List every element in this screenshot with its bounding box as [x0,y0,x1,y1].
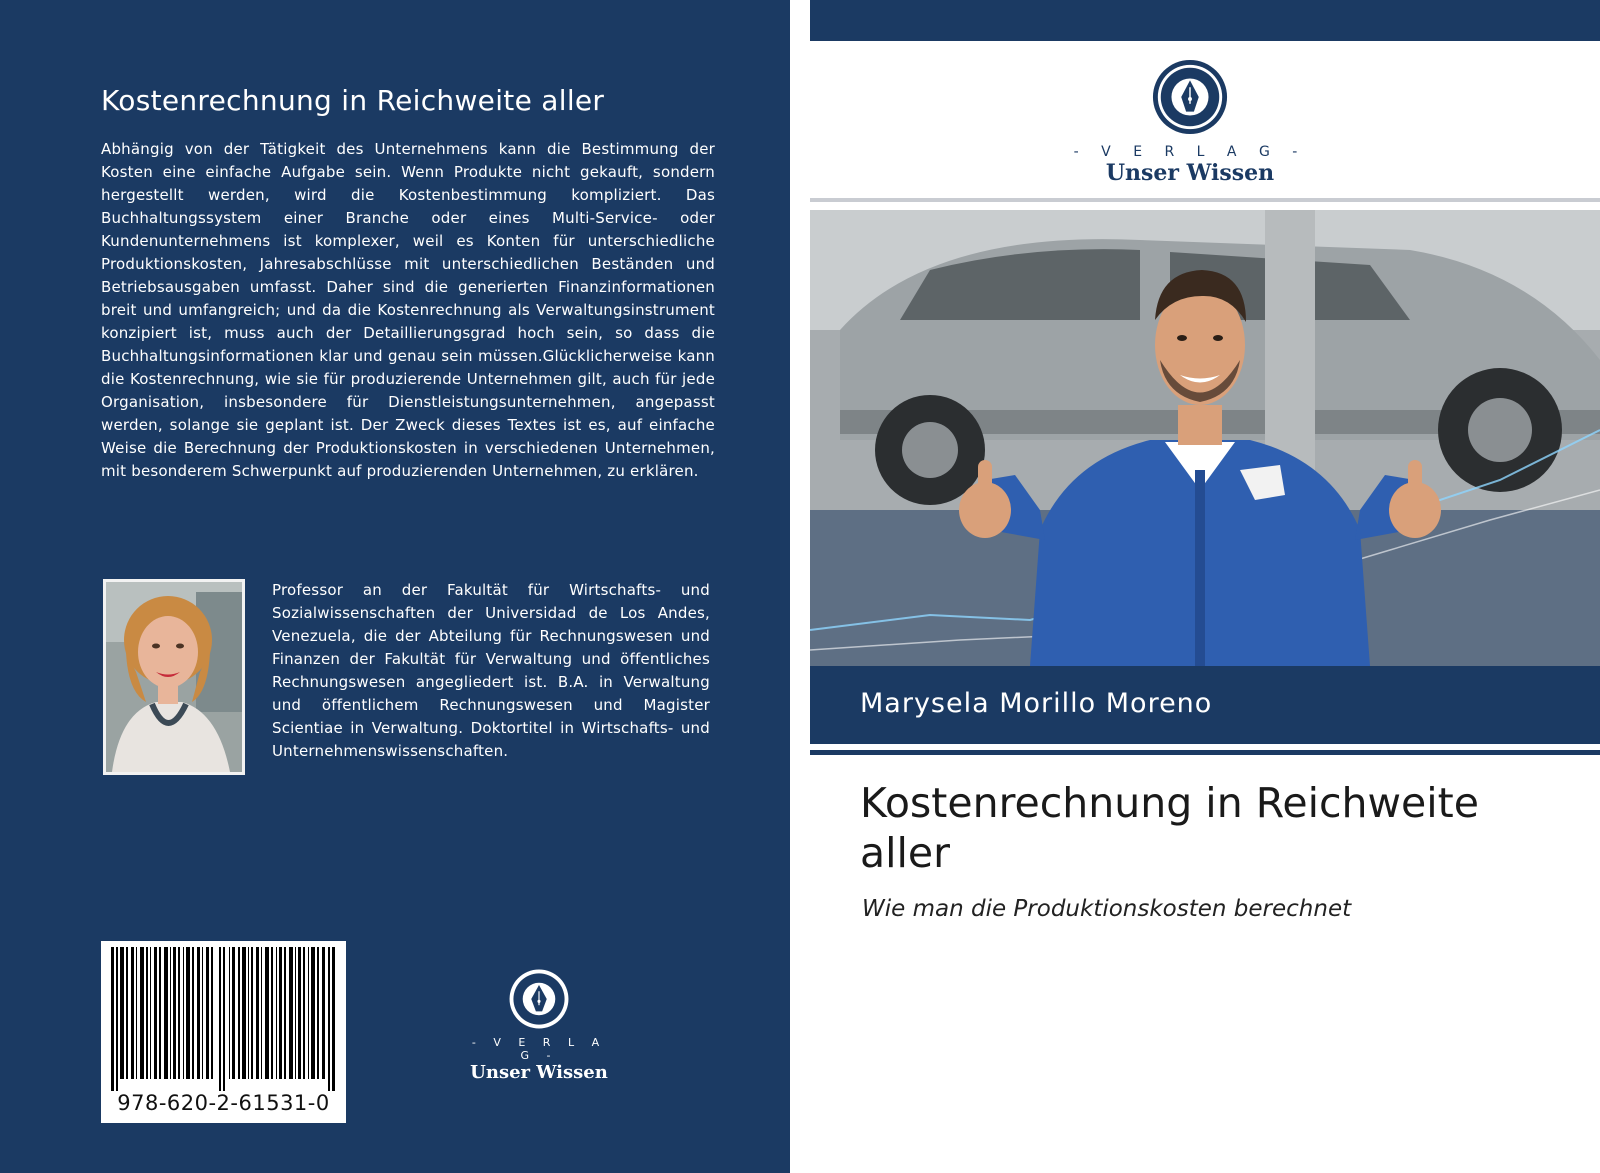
front-logo-verlag: - V E R L A G - [1073,144,1307,160]
publisher-seal-icon [508,968,570,1030]
author-bio: Professor an der Fakultät für Wirtschafts- und Sozialwissenschaften der Universidad de Los Andes, Venezuela, die der Abteilung für Rechnungswesen und Finanzen der Fakultät für Verwaltung und öffentliches Rechnungswesen angegliedert ist. B.A. in Verwaltung und öffentlichem Rechnungswesen und Magister Scientiae in Verwaltung. Doktortitel in Wirtschafts- und Unternehmenswissenschaften. [272,581,710,760]
cover-photo [810,210,1600,666]
back-cover-blurb: Abhängig von der Tätigkeit des Unternehmens kann die Bestimmung der Kosten eine einfache Aufgabe sein. Wenn Produkte nicht gekauft, sondern hergestellt werden, wird die Kostenbestimmung kompliziert. Das Buchhaltungssystem einer Branche oder eines Multi-Service- oder Kundenunternehmens ist komplexer, weil es Konten für unterschiedliche Produktionskosten, Jahresabschlüsse mit unterschiedlichen Beständen und Betriebsausgaben umfasst. Daher sind die generierten Finanzinformationen breit und umfangreich; und da die Kostenrechnung als Verwaltungsinstrument konzipiert ist, muss auch der Detaillierungsgrad hoch sein, so dass die Buchhaltungsinformationen klar und genau sein müssen.Glücklicherweise kann die Kostenrechnung, wie sie für produzierende Unternehmen gilt, auch für jede Organisation, insbesondere für Dienstleistungsunternehmen, angepasst werden, solange sie geplant ist. Der Zweck dieses Textes ist es, auf einfache Weise die Berechnung der Produktionskosten in verschiedenen Unternehmen, mit besonderem Schwerpunkt auf produzierenden Unternehmen, zu erklären. [101,140,715,480]
front-top-bar [810,0,1600,41]
publisher-seal-icon [1151,58,1229,136]
back-logo-name: Unser Wissen [470,1062,608,1083]
isbn-barcode [101,941,346,1123]
spine [790,0,810,1173]
photo-top-rule [810,198,1600,202]
author-photo [103,579,245,775]
front-author-name: Marysela Morillo Moreno [860,688,1213,719]
front-cover [810,0,1600,1173]
isbn-number: 978-620-2-61531-0 [117,1091,330,1115]
author-portrait-image [106,582,242,772]
mechanic-photo-image [810,210,1600,666]
front-publisher-logo [1060,58,1320,186]
front-cover-subtitle: Wie man die Produktionskosten berechnet [862,896,1352,922]
barcode-bars [111,947,336,1091]
front-cover-title: Kostenrechnung in Reichweite aller [860,779,1479,877]
back-publisher-logo [464,968,614,1083]
author-band [810,666,1600,744]
front-logo-name: Unser Wissen [1105,160,1275,186]
author-band-rule [810,750,1600,755]
back-logo-verlag: - V E R L A G - [471,1036,607,1062]
back-cover [0,0,790,1173]
back-cover-title: Kostenrechnung in Reichweite aller [101,84,605,117]
